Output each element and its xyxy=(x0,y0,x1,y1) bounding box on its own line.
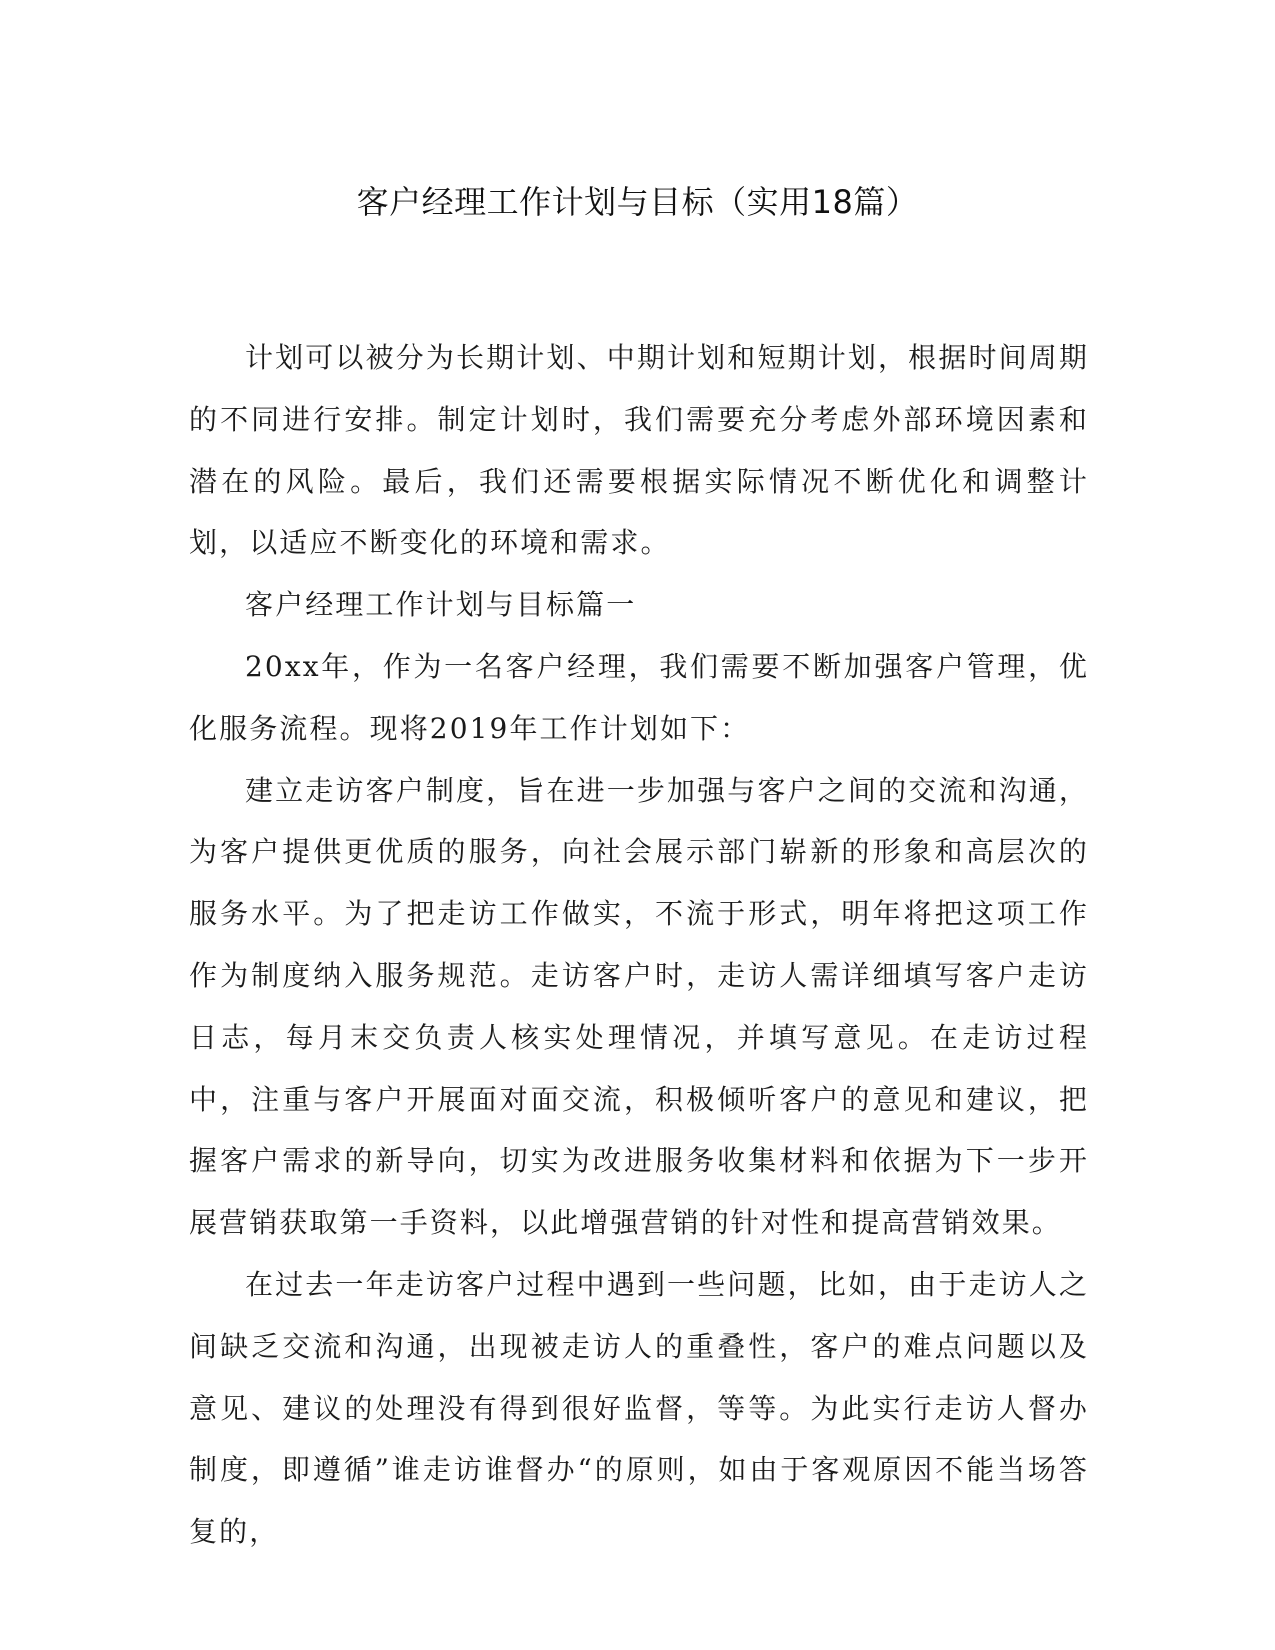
intro-paragraph: 计划可以被分为长期计划、中期计划和短期计划，根据时间周期的不同进行安排。制定计划时，我们需要充分考虑外部环境因素和潜在的风险。最后，我们还需要根据实际情况不断优化和调整计划，以适应不断变化的环境和需求。 xyxy=(189,341,1089,560)
document-body xyxy=(189,327,1089,1563)
document-title: 客户经理工作计划与目标（实用18篇） xyxy=(356,183,919,221)
section-heading: 客户经理工作计划与目标篇一 xyxy=(245,588,637,622)
body-paragraph: 建立走访客户制度，旨在进一步加强与客户之间的交流和沟通，为客户提供更优质的服务，向社会展示部门崭新的形象和高层次的服务水平。为了把走访工作做实，不流于形式，明年将把这项工作作为制度纳入服务规范。走访客户时，走访人需详细填写客户走访日志，每月末交负责人核实处理情况，并填写意见。在走访过程中，注重与客户开展面对面交流，积极倾听客户的意见和建议，把握客户需求的新导向，切实为改进服务收集材料和依据为下一步开展营销获取第一手资料，以此增强营销的针对性和提高营销效果。 xyxy=(189,773,1089,1240)
body-paragraph: 在过去一年走访客户过程中遇到一些问题，比如，由于走访人之间缺乏交流和沟通，出现被走访人的重叠性，客户的难点问题以及意见、建议的处理没有得到很好监督，等等。为此实行走访人督办制度，即遵循”谁走访谁督办“的原则，如由于客观原因不能当场答复的， xyxy=(189,1267,1089,1549)
body-paragraph: 20xx年，作为一名客户经理，我们需要不断加强客户管理，优化服务流程。现将2019年工作计划如下： xyxy=(189,649,1089,745)
